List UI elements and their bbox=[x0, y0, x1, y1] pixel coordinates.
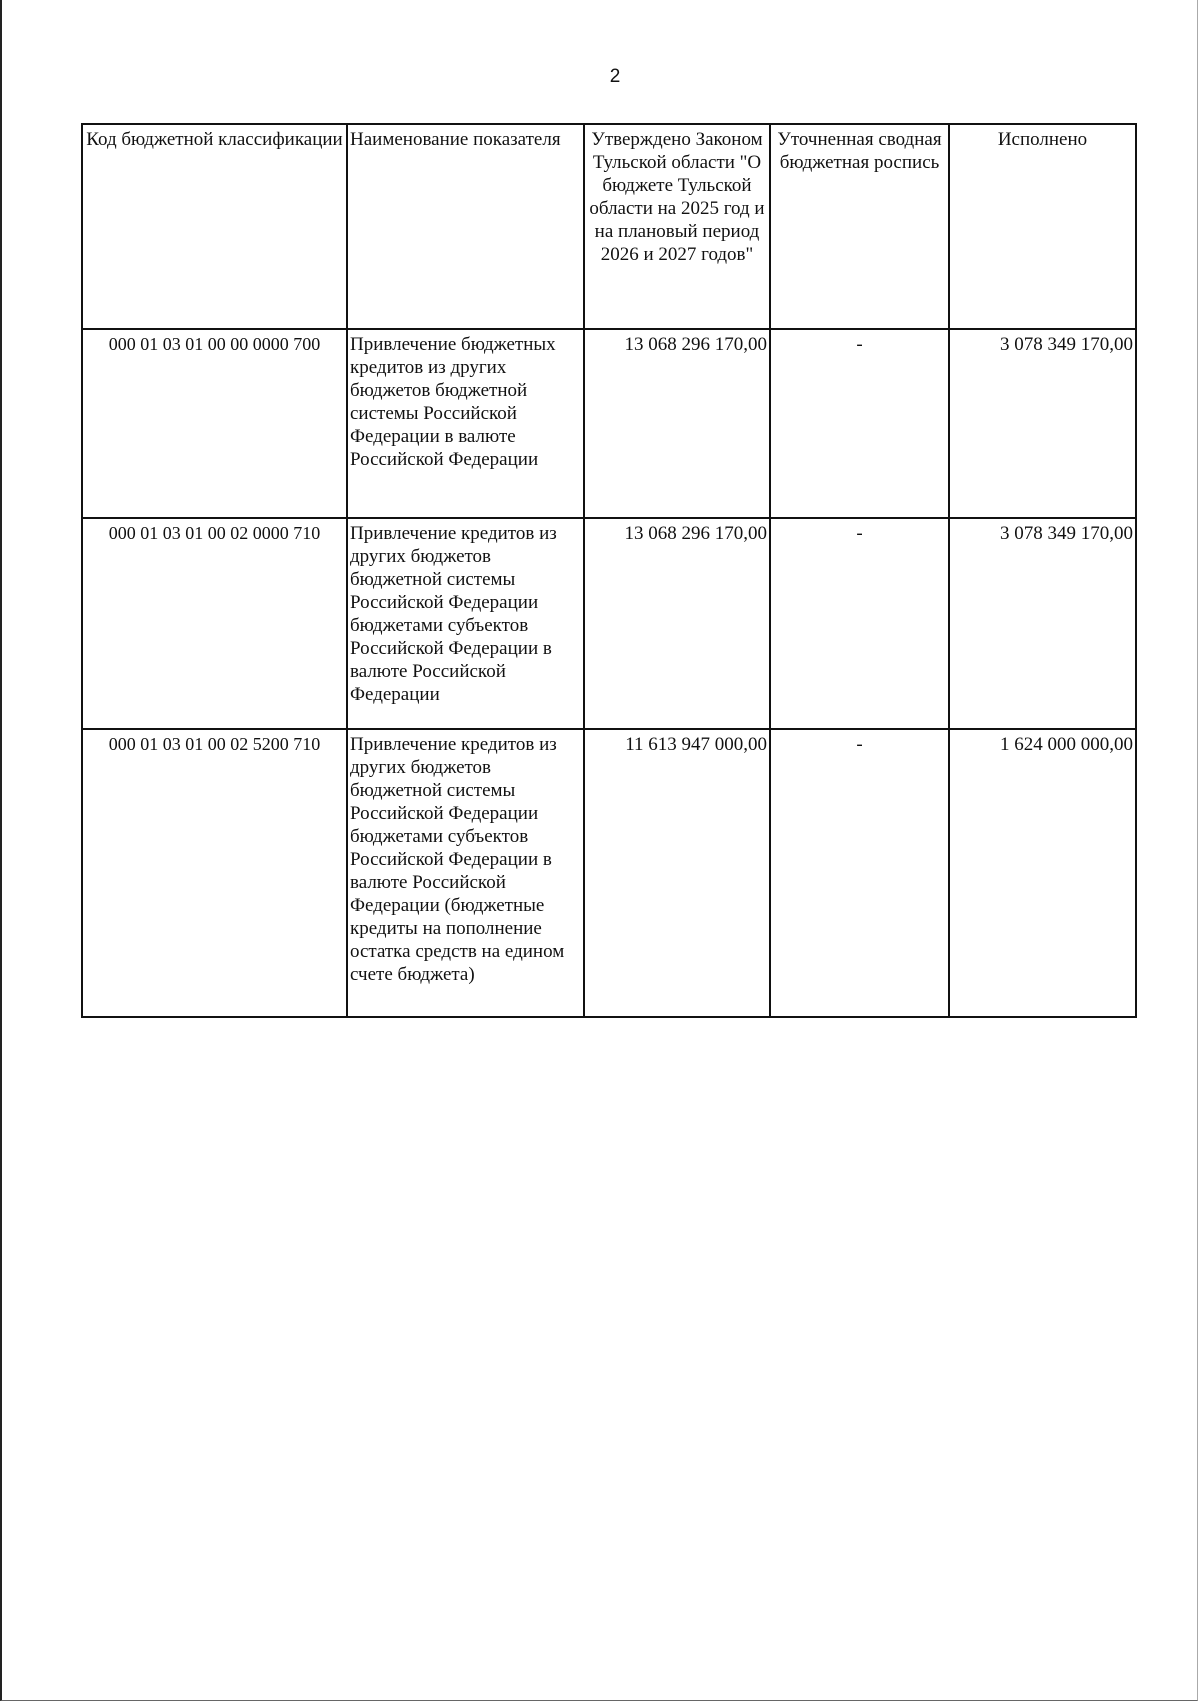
table-row bbox=[82, 329, 1136, 518]
cell-code: 000 01 03 01 00 02 5200 710 bbox=[82, 729, 347, 1017]
page-number: 2 bbox=[609, 66, 621, 87]
budget-table bbox=[81, 123, 1137, 1018]
cell-approved: 13 068 296 170,00 bbox=[584, 329, 770, 518]
table-row bbox=[82, 518, 1136, 729]
cell-name: Привлечение кредитов из других бюджетов бюджетной системы Российской Федерации бюджетами субъектов Российской Федерации в валюте Российской Федерации (бюджетные кредиты на пополнение остатка средств на едином счете бюджета) bbox=[347, 729, 584, 1017]
cell-name: Привлечение бюджетных кредитов из других бюджетов бюджетной системы Российской Федерации в валюте Российской Федерации bbox=[347, 329, 584, 518]
cell-executed: 3 078 349 170,00 bbox=[949, 518, 1136, 729]
cell-executed: 3 078 349 170,00 bbox=[949, 329, 1136, 518]
table-header-row bbox=[82, 124, 1136, 329]
cell-name: Привлечение кредитов из других бюджетов бюджетной системы Российской Федерации бюджетами субъектов Российской Федерации в валюте Российской Федерации bbox=[347, 518, 584, 729]
header-name: Наименование показателя bbox=[347, 124, 584, 329]
cell-approved: 13 068 296 170,00 bbox=[584, 518, 770, 729]
cell-specified: - bbox=[770, 729, 949, 1017]
cell-code: 000 01 03 01 00 00 0000 700 bbox=[82, 329, 347, 518]
cell-specified: - bbox=[770, 329, 949, 518]
table-row bbox=[82, 729, 1136, 1017]
cell-specified: - bbox=[770, 518, 949, 729]
cell-executed: 1 624 000 000,00 bbox=[949, 729, 1136, 1017]
cell-approved: 11 613 947 000,00 bbox=[584, 729, 770, 1017]
header-code: Код бюджетной классификации bbox=[82, 124, 347, 329]
header-specified: Уточненная сводная бюджетная роспись bbox=[770, 124, 949, 329]
cell-code: 000 01 03 01 00 02 0000 710 bbox=[82, 518, 347, 729]
header-approved: Утверждено Законом Тульской области "О бюджете Тульской области на 2025 год и на плановый период 2026 и 2027 годов" bbox=[584, 124, 770, 329]
header-executed: Исполнено bbox=[949, 124, 1136, 329]
